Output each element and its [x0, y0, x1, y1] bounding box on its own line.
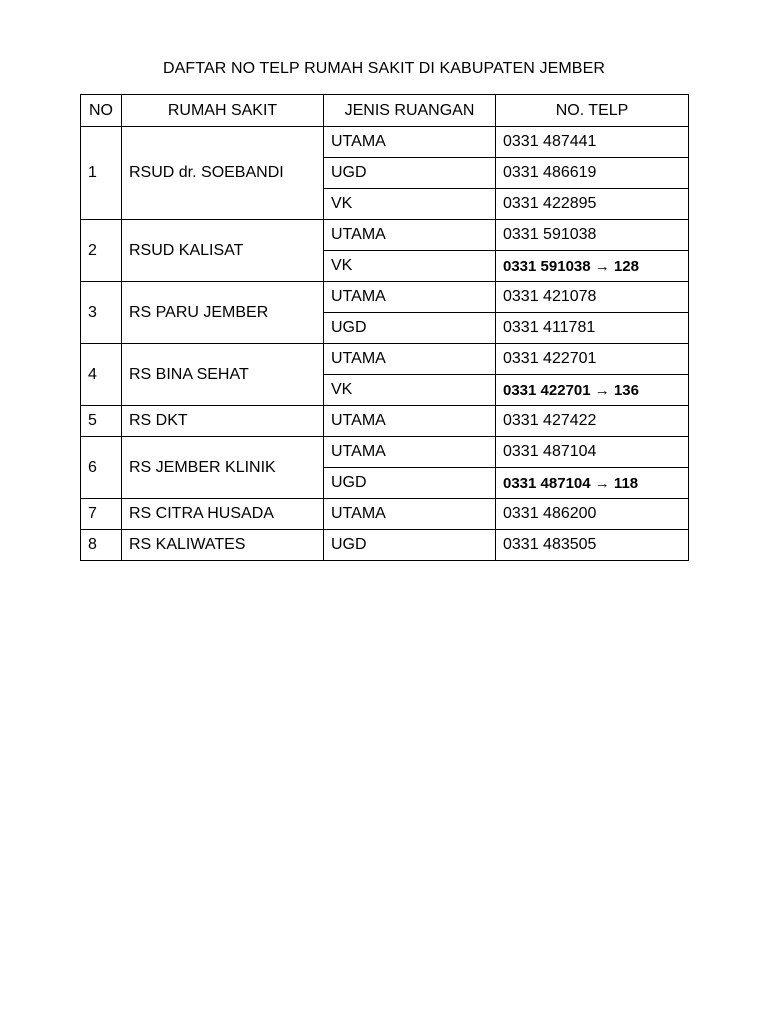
room-type: UGD	[324, 468, 496, 499]
row-number: 8	[81, 530, 122, 561]
phone-number: 0331 422701	[496, 344, 689, 375]
header-rumah-sakit: RUMAH SAKIT	[122, 95, 324, 127]
row-number: 3	[81, 282, 122, 344]
row-number: 7	[81, 499, 122, 530]
hospital-name: RS KALIWATES	[122, 530, 324, 561]
room-type: VK	[324, 251, 496, 282]
phone-number-extension: 0331 487104 → 118	[496, 468, 689, 499]
room-type: UTAMA	[324, 344, 496, 375]
hospital-name: RS JEMBER KLINIK	[122, 437, 324, 499]
phone-number: 0331 591038	[496, 220, 689, 251]
phone-number: 0331 486200	[496, 499, 689, 530]
room-type: UTAMA	[324, 406, 496, 437]
table-row	[81, 127, 689, 158]
row-number: 5	[81, 406, 122, 437]
room-type: UTAMA	[324, 437, 496, 468]
table-row	[81, 406, 689, 437]
hospital-name: RS DKT	[122, 406, 324, 437]
room-type: UGD	[324, 313, 496, 344]
table-row	[81, 437, 689, 468]
phone-number: 0331 483505	[496, 530, 689, 561]
header-no-telp: NO. TELP	[496, 95, 689, 127]
row-number: 4	[81, 344, 122, 406]
room-type: VK	[324, 189, 496, 220]
document-title: DAFTAR NO TELP RUMAH SAKIT DI KABUPATEN JEMBER	[162, 60, 605, 77]
row-number: 2	[81, 220, 122, 282]
table-header-row	[81, 95, 689, 127]
room-type: VK	[324, 375, 496, 406]
hospital-name: RS BINA SEHAT	[122, 344, 324, 406]
table-row	[81, 282, 689, 313]
phone-number: 0331 487441	[496, 127, 689, 158]
hospital-name: RS PARU JEMBER	[122, 282, 324, 344]
phone-number: 0331 422895	[496, 189, 689, 220]
table-row	[81, 220, 689, 251]
room-type: UTAMA	[324, 499, 496, 530]
phone-number: 0331 427422	[496, 406, 689, 437]
room-type: UGD	[324, 158, 496, 189]
table-row	[81, 344, 689, 375]
phone-number-extension: 0331 591038 → 128	[496, 251, 689, 282]
phone-number: 0331 486619	[496, 158, 689, 189]
row-number: 1	[81, 127, 122, 220]
hospital-name: RS CITRA HUSADA	[122, 499, 324, 530]
header-jenis-ruangan: JENIS RUANGAN	[324, 95, 496, 127]
table-row	[81, 499, 689, 530]
phone-number: 0331 421078	[496, 282, 689, 313]
phone-number: 0331 487104	[496, 437, 689, 468]
table-row	[81, 530, 689, 561]
room-type: UGD	[324, 530, 496, 561]
phone-number: 0331 411781	[496, 313, 689, 344]
room-type: UTAMA	[324, 127, 496, 158]
hospital-name: RSUD dr. SOEBANDI	[122, 127, 324, 220]
hospital-phone-table	[80, 94, 689, 561]
hospital-name: RSUD KALISAT	[122, 220, 324, 282]
phone-number-extension: 0331 422701 → 136	[496, 375, 689, 406]
header-no: NO	[81, 95, 122, 127]
room-type: UTAMA	[324, 220, 496, 251]
row-number: 6	[81, 437, 122, 499]
room-type: UTAMA	[324, 282, 496, 313]
